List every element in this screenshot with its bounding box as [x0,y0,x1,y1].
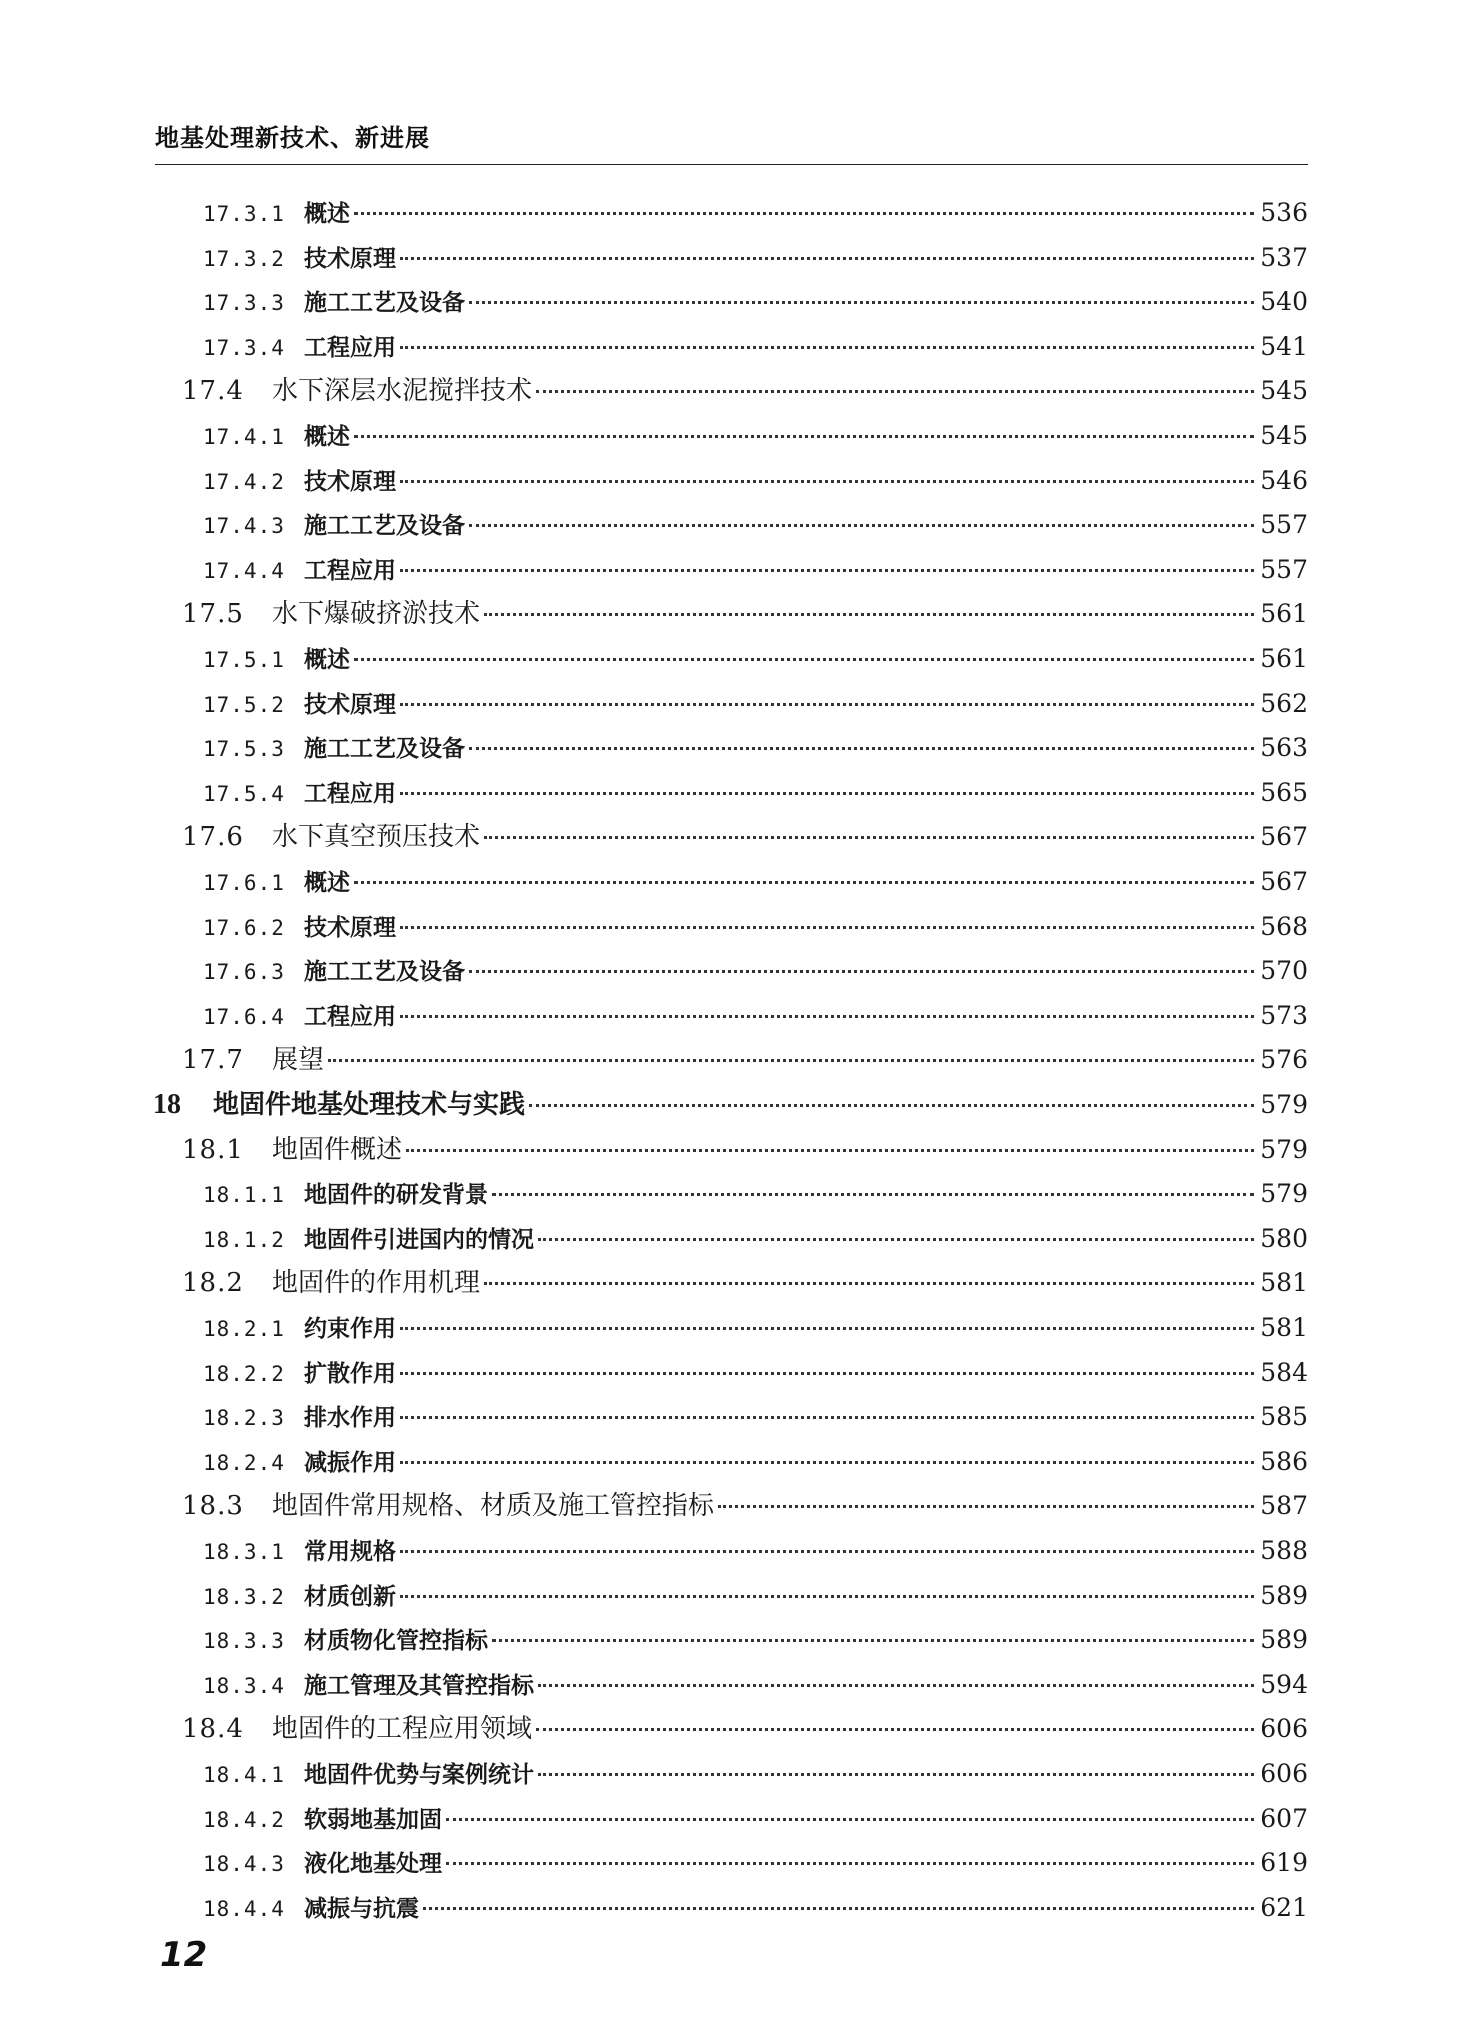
toc-entry-page: 561 [1260,599,1308,629]
toc-entry[interactable] [182,1263,1308,1303]
toc-entry-page: 588 [1260,1536,1308,1565]
toc-entry-title: 地固件概述 [272,1134,403,1165]
toc-entry-number: 17.5.2 [203,692,285,717]
toc-entry-page: 606 [1260,1714,1308,1744]
toc-entry-number: 18.2.2 [203,1361,285,1386]
toc-entry-number: 17.5.4 [203,781,285,806]
toc-entry-title: 施工工艺及设备 [304,290,465,317]
dot-leader [484,613,1254,616]
toc-entry-title: 概述 [304,424,350,450]
toc-entry-number: 17.5.1 [203,648,285,672]
dot-leader [354,212,1254,215]
toc-entry-page: 546 [1260,465,1308,495]
toc-entry-page: 580 [1260,1223,1308,1253]
toc-entry-number: 17.4.4 [203,558,285,583]
toc-entry-page: 579 [1260,1179,1308,1209]
toc-entry-title: 技术原理 [304,691,396,718]
toc-entry-page: 573 [1260,1000,1308,1030]
dot-leader [354,435,1254,438]
toc-entry[interactable] [203,639,1308,679]
toc-entry-page: 594 [1260,1669,1308,1699]
toc-entry-number: 17.4.3 [203,514,285,539]
toc-entry[interactable] [203,461,1308,501]
toc-entry-number: 18.4 [182,1714,244,1745]
toc-entry-title: 施工管理及其管控指标 [304,1672,534,1699]
toc-entry-number: 18.1.2 [203,1227,285,1252]
page-number: 12 [160,1935,208,1975]
dot-leader [400,1416,1254,1419]
toc-entry[interactable] [182,1486,1308,1526]
toc-entry-page: 568 [1260,911,1308,941]
toc-entry[interactable] [203,862,1308,902]
toc-entry-page: 557 [1260,510,1308,540]
toc-entry[interactable] [203,1843,1308,1883]
dot-leader [492,1193,1254,1196]
toc-entry[interactable] [203,1576,1308,1616]
toc-entry-number: 17.7 [182,1045,244,1076]
dot-leader [718,1505,1254,1508]
toc-entry-page: 545 [1260,421,1308,450]
dot-leader [354,881,1254,884]
toc-entry-number: 18.3.1 [203,1540,285,1564]
toc-entry-page: 584 [1260,1357,1308,1387]
toc-entry-title: 工程应用 [304,780,396,807]
toc-entry-title: 展望 [272,1045,325,1076]
dot-leader [538,1684,1254,1687]
toc-entry-page: 589 [1260,1580,1308,1610]
toc-entry-page: 557 [1260,554,1308,584]
toc-entry[interactable] [203,1308,1308,1348]
toc-entry-number: 18.3.3 [203,1629,285,1654]
dot-leader [423,1907,1254,1910]
toc-entry-title: 工程应用 [304,1003,396,1030]
toc-entry-number: 18.1 [182,1134,244,1165]
dot-leader [400,569,1254,572]
toc-entry-title: 技术原理 [304,245,396,272]
toc-entry[interactable] [203,1219,1308,1259]
toc-entry-page: 537 [1260,242,1308,272]
toc-entry[interactable] [203,327,1308,367]
dot-leader [406,1149,1254,1152]
toc-entry[interactable] [203,416,1308,456]
toc-entry-number: 17.3.4 [203,335,285,360]
toc-entry-page: 565 [1260,777,1308,807]
toc-entry-page: 562 [1260,688,1308,718]
dot-leader [400,257,1254,260]
toc-entry[interactable] [203,773,1308,813]
toc-entry-title: 水下真空预压技术 [272,822,481,853]
toc-entry[interactable] [203,238,1308,278]
dot-leader [354,658,1254,661]
toc-entry-number: 17.6.4 [203,1004,285,1029]
toc-entry-page: 589 [1260,1625,1308,1655]
toc-entry[interactable] [182,1130,1308,1170]
dot-leader [400,1595,1254,1598]
toc-entry-title: 概述 [304,201,350,227]
toc-entry[interactable] [203,550,1308,590]
toc-entry[interactable] [203,282,1308,322]
toc-entry-number: 17.6.1 [203,871,285,895]
running-header: 地基处理新技术、新进展 [155,124,430,152]
toc-entry[interactable] [182,594,1308,634]
toc-entry-title: 施工工艺及设备 [304,959,465,986]
toc-entry[interactable] [203,1442,1308,1482]
dot-leader [400,1550,1254,1553]
dot-leader [538,1773,1254,1776]
dot-leader [536,390,1254,393]
dot-leader [446,1818,1254,1821]
toc-entry-page: 541 [1260,331,1308,361]
toc-entry[interactable] [182,1040,1308,1080]
toc-entry-number: 18.2.1 [203,1317,285,1341]
dot-leader [400,1461,1254,1464]
toc-entry-number: 18.3.2 [203,1584,285,1609]
toc-entry[interactable] [203,1665,1308,1705]
toc-entry-title: 概述 [304,647,350,673]
toc-entry-title: 地固件的作用机理 [272,1268,481,1299]
toc-entry-title: 施工工艺及设备 [304,736,465,763]
toc-entry-title: 施工工艺及设备 [304,513,465,540]
toc-entry-number: 17.5.3 [203,737,285,762]
toc-entry-title: 工程应用 [304,334,396,361]
toc-entry-title: 水下爆破挤淤技术 [272,599,481,630]
toc-entry-title: 地固件的工程应用领域 [272,1714,533,1745]
toc-entry[interactable] [203,505,1308,545]
toc-entry-number: 17.3.2 [203,246,285,271]
toc-entry[interactable] [182,817,1308,857]
dot-leader [400,1327,1254,1330]
header-rule [155,164,1308,165]
toc-entry-number: 18.1.1 [203,1183,285,1208]
toc-entry-number: 17.5 [182,599,244,630]
toc-entry-number: 17.4.2 [203,469,285,494]
toc-entry[interactable] [203,1754,1308,1794]
toc-entry-title: 地固件引进国内的情况 [304,1226,534,1253]
dot-leader [469,747,1254,750]
toc-entry-title: 减振作用 [304,1449,396,1476]
dot-leader [328,1059,1254,1062]
toc-entry-number: 18.4.1 [203,1763,285,1787]
toc-entry-title: 地固件的研发背景 [304,1182,488,1209]
toc-entry-title: 软弱地基加固 [304,1806,442,1833]
toc-entry-title: 材质物化管控指标 [304,1628,488,1655]
dot-leader [400,926,1254,929]
toc-entry-page: 579 [1260,1134,1308,1164]
dot-leader [469,524,1254,527]
toc-entry-page: 545 [1260,376,1308,406]
dot-leader [484,1282,1254,1285]
toc-entry-number: 17.4.1 [203,425,285,449]
dot-leader [446,1862,1254,1865]
toc-entry[interactable] [203,684,1308,724]
dot-leader [400,346,1254,349]
dot-leader [400,703,1254,706]
toc-entry-number: 17.6 [182,822,244,853]
toc-entry-page: 576 [1260,1045,1308,1075]
toc-entry[interactable] [203,951,1308,991]
dot-leader [400,480,1254,483]
toc-entry-number: 18.4.4 [203,1896,285,1921]
toc-entry[interactable] [203,1174,1308,1214]
toc-entry-page: 581 [1260,1268,1308,1298]
toc-entry-number: 18.3.4 [203,1673,285,1698]
toc-entry[interactable] [182,371,1308,411]
toc-entry-number: 18.4.3 [203,1852,285,1877]
dot-leader [400,1372,1254,1375]
dot-leader [469,301,1254,304]
toc-entry-page: 579 [1260,1090,1308,1119]
toc-entry-page: 567 [1260,867,1308,896]
dot-leader [536,1728,1254,1731]
toc-entry-page: 563 [1260,733,1308,763]
dot-leader [400,1015,1254,1018]
toc-entry-number: 18.3 [182,1491,244,1522]
toc-entry-number: 17.4 [182,376,244,407]
toc-entry-title: 水下深层水泥搅拌技术 [272,376,533,407]
toc-entry-title: 排水作用 [304,1405,396,1432]
toc-entry-title: 扩散作用 [304,1360,396,1387]
toc-entry[interactable] [182,1709,1308,1749]
toc-entry-title: 技术原理 [304,468,396,495]
toc-entry-page: 607 [1260,1803,1308,1833]
dot-leader [469,970,1254,973]
toc-entry-title: 技术原理 [304,914,396,941]
toc-entry-title: 地固件地基处理技术与实践 [213,1090,526,1120]
toc-entry-title: 液化地基处理 [304,1851,442,1878]
toc-entry-number: 18.2 [182,1268,244,1299]
toc-entry-title: 材质创新 [304,1583,396,1610]
toc-entry[interactable] [203,1353,1308,1393]
toc-entry[interactable] [203,728,1308,768]
toc-entry[interactable] [203,996,1308,1036]
toc-entry-title: 概述 [304,870,350,896]
toc-entry[interactable] [203,193,1308,233]
toc-entry-page: 585 [1260,1402,1308,1432]
toc-entry-page: 570 [1260,956,1308,986]
dot-leader [492,1639,1254,1642]
toc-entry-title: 地固件优势与案例统计 [304,1762,534,1788]
dot-leader [538,1238,1254,1241]
dot-leader [529,1104,1254,1107]
toc-entry-number: 17.3.1 [203,202,285,226]
toc-entry[interactable] [203,907,1308,947]
toc-entry-number: 17.6.2 [203,915,285,940]
toc-entry-title: 减振与抗震 [304,1895,419,1922]
toc-entry-page: 621 [1260,1892,1308,1922]
toc-entry-page: 619 [1260,1848,1308,1878]
toc-entry-title: 约束作用 [304,1316,396,1342]
toc-entry[interactable] [203,1888,1308,1928]
toc-entry-title: 地固件常用规格、材质及施工管控指标 [272,1491,715,1522]
toc-entry[interactable] [203,1397,1308,1437]
toc-entry-number: 18 [153,1089,181,1120]
dot-leader [400,792,1254,795]
toc-entry[interactable] [203,1531,1308,1571]
toc-entry-page: 561 [1260,644,1308,673]
toc-entry-page: 586 [1260,1446,1308,1476]
toc-entry-page: 606 [1260,1759,1308,1788]
toc-entry-title: 常用规格 [304,1539,396,1565]
toc-entry-page: 540 [1260,287,1308,317]
toc-entry[interactable] [153,1085,1308,1125]
toc-entry-page: 567 [1260,822,1308,852]
toc-entry-number: 18.2.3 [203,1406,285,1431]
toc-entry-page: 536 [1260,198,1308,227]
toc-entry-page: 587 [1260,1491,1308,1521]
toc-entry[interactable] [203,1799,1308,1839]
dot-leader [484,836,1254,839]
toc-entry-number: 18.2.4 [203,1450,285,1475]
toc-entry-title: 工程应用 [304,557,396,584]
toc-entry[interactable] [203,1620,1308,1660]
toc-entry-number: 17.3.3 [203,291,285,316]
toc-entry-number: 17.6.3 [203,960,285,985]
toc-entry-page: 581 [1260,1313,1308,1342]
toc-entry-number: 18.4.2 [203,1807,285,1832]
